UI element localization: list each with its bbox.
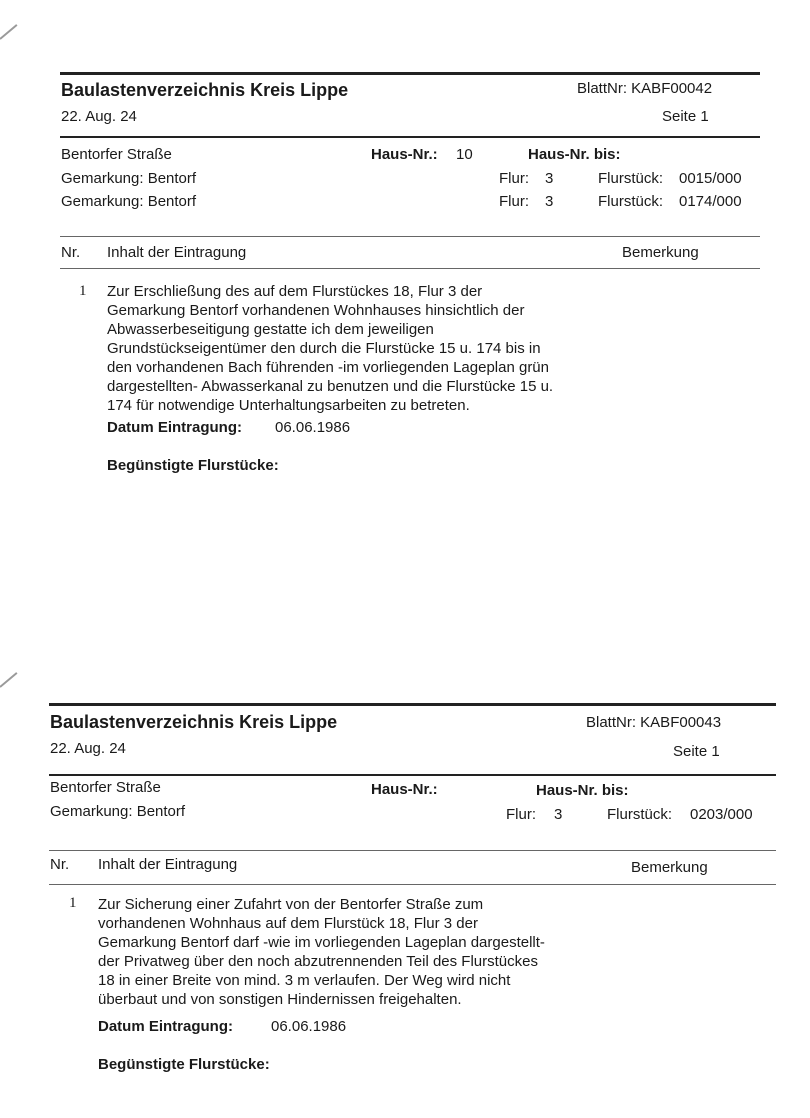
entry-text-line: überbaut und von sonstigen Hindernissen freigehalten.: [98, 991, 462, 1008]
blatt-number: BlattNr: KABF00043: [586, 714, 722, 731]
blatt-number: BlattNr: KABF00042: [577, 80, 713, 97]
street-name: Bentorfer Straße: [61, 146, 172, 163]
print-date: 22. Aug. 24: [61, 108, 137, 125]
table-header-top-rule: [60, 236, 760, 237]
entry-text-line: den vorhandenen Bach führenden -im vorliegenden Lageplan grün: [107, 359, 549, 376]
flur-label: Flur:: [506, 806, 536, 823]
entry-text-line: vorhandenen Wohnhaus auf dem Flurstück 18, Flur 3 der: [98, 915, 478, 932]
entry-number: 1: [69, 895, 77, 911]
haus-nr-label: Haus-Nr.:: [371, 781, 438, 798]
column-header-nr: Nr.: [61, 244, 81, 261]
entry-number: 1: [79, 283, 87, 299]
entry-text-line: 18 in einer Breite von mind. 3 m verlaufen. Der Weg wird nicht: [98, 972, 511, 989]
beguenstigte-flurstuecke-label: Begünstigte Flurstücke:: [107, 457, 279, 474]
haus-nr-bis-label: Haus-Nr. bis:: [528, 146, 621, 163]
gemarkung: Gemarkung: Bentorf: [61, 193, 197, 210]
flurstueck-label: Flurstück:: [598, 193, 664, 210]
scan-corner-mark: [0, 672, 17, 688]
column-header-inhalt: Inhalt der Eintragung: [98, 856, 238, 873]
header-bottom-rule: [60, 136, 760, 138]
datum-eintragung-label: Datum Eintragung:: [107, 419, 242, 436]
street-name: Bentorfer Straße: [50, 779, 161, 796]
entry-text: [107, 282, 607, 415]
entry-text-line: Zur Sicherung einer Zufahrt von der Bentorfer Straße zum: [98, 896, 484, 913]
flur-value: 3: [545, 193, 554, 210]
haus-nr-value: 10: [456, 146, 473, 163]
table-header-bottom-rule: [60, 268, 760, 269]
table-header-bottom-rule: [49, 884, 776, 885]
column-header-bemerkung: Bemerkung: [622, 244, 699, 261]
entry-text-line: Gemarkung Bentorf vorhandenen Wohnhauses hinsichtlich der: [107, 302, 525, 319]
column-header-nr: Nr.: [50, 856, 70, 873]
entry-text-line: 174 für notwendige Unterhaltungsarbeiten zu betreten.: [107, 397, 470, 414]
gemarkung: Gemarkung: Bentorf: [61, 170, 197, 187]
entry-text: [98, 895, 618, 1009]
header-top-rule: [49, 703, 776, 706]
flurstueck-label: Flurstück:: [607, 806, 673, 823]
page-number: Seite 1: [662, 108, 709, 125]
datum-eintragung-value: 06.06.1986: [275, 419, 351, 436]
entry-text-line: Gemarkung Bentorf darf -wie im vorliegenden Lageplan dargestellt-: [98, 934, 545, 951]
haus-nr-bis-label: Haus-Nr. bis:: [536, 782, 629, 799]
gemarkung: Gemarkung: Bentorf: [50, 803, 186, 820]
datum-eintragung-value: 06.06.1986: [271, 1018, 347, 1035]
header-top-rule: [60, 72, 760, 75]
entry-text-line: Zur Erschließung des auf dem Flurstückes 18, Flur 3 der: [107, 283, 483, 300]
print-date: 22. Aug. 24: [50, 740, 126, 757]
document-title: Baulastenverzeichnis Kreis Lippe: [50, 712, 338, 732]
beguenstigte-flurstuecke-label: Begünstigte Flurstücke:: [98, 1056, 270, 1073]
entry-text-line: Grundstückseigentümer den durch die Flurstücke 15 u. 174 bis in: [107, 340, 541, 357]
baulast-sheet-2: [0, 640, 810, 1118]
haus-nr-label: Haus-Nr.:: [371, 146, 438, 163]
flur-value: 3: [554, 806, 563, 823]
flur-label: Flur:: [499, 170, 529, 187]
flur-label: Flur:: [499, 193, 529, 210]
flurstueck-label: Flurstück:: [598, 170, 664, 187]
header-bottom-rule: [49, 774, 776, 776]
entry-text-line: dargestellten- Abwasserkanal zu benutzen und die Flurstücke 15 u.: [107, 378, 554, 395]
datum-eintragung-label: Datum Eintragung:: [98, 1018, 233, 1035]
flur-value: 3: [545, 170, 554, 187]
entry-text-line: Abwasserbeseitigung gestatte ich dem jeweiligen: [107, 321, 434, 338]
column-header-inhalt: Inhalt der Eintragung: [107, 244, 247, 261]
flurstueck-value: 0015/000: [679, 170, 742, 187]
scan-corner-mark: [0, 24, 17, 40]
table-header-top-rule: [49, 850, 776, 851]
flurstueck-value: 0203/000: [690, 806, 753, 823]
document-title: Baulastenverzeichnis Kreis Lippe: [61, 80, 349, 100]
column-header-bemerkung: Bemerkung: [631, 859, 708, 876]
entry-text-line: der Privatweg über den noch abzutrennenden Teil des Flurstückes: [98, 953, 538, 970]
page-number: Seite 1: [673, 743, 720, 760]
flurstueck-value: 0174/000: [679, 193, 742, 210]
